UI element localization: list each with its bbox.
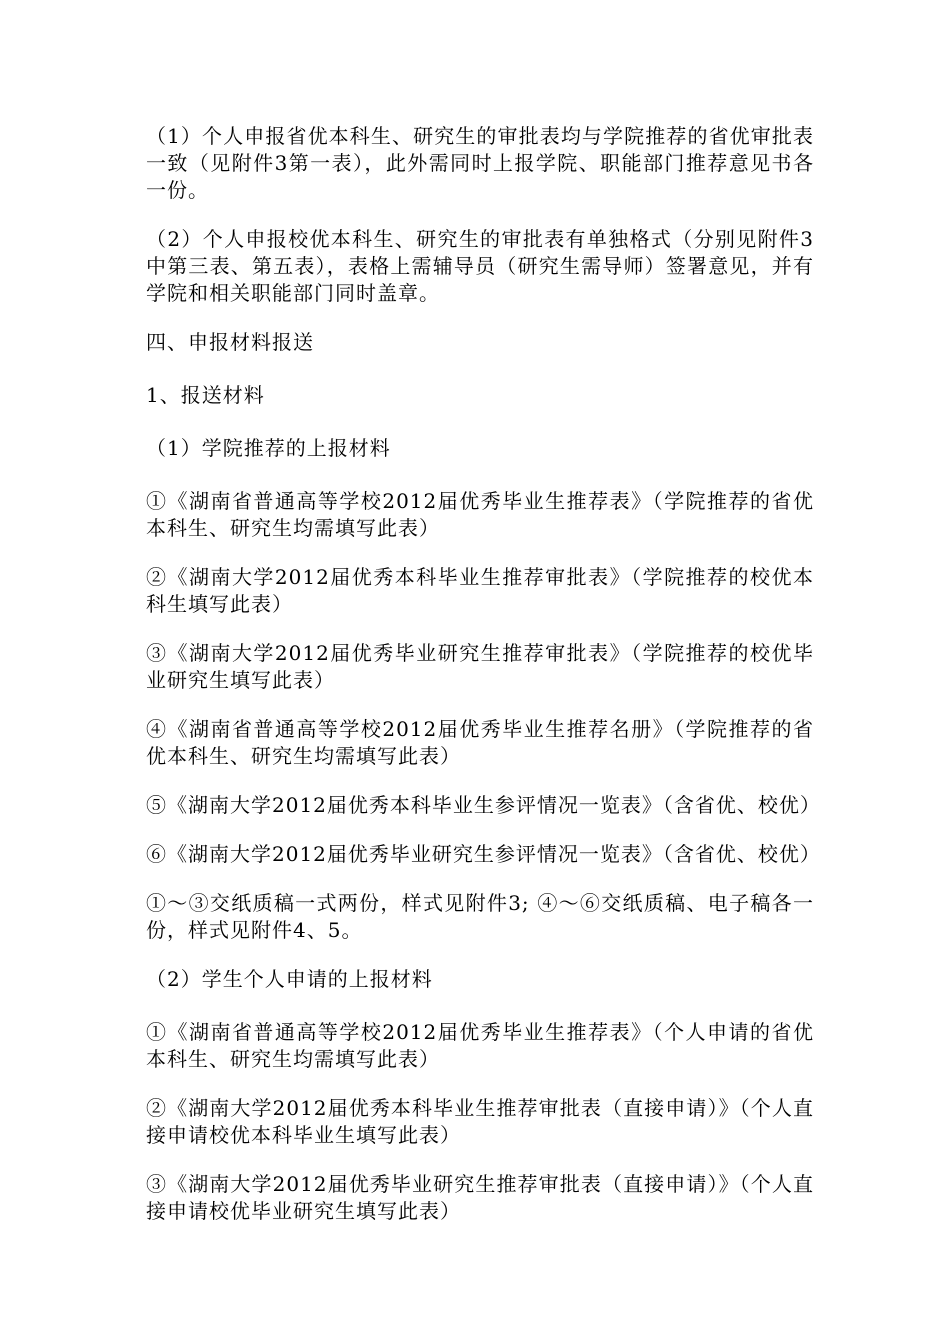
subheading-college-materials: （1）学院推荐的上报材料 xyxy=(146,436,391,460)
paragraph-submission-format: ①～③交纸质稿一式两份，样式见附件3; ④～⑥交纸质稿、电子稿各一份，样式见附件4、5。 xyxy=(146,891,814,942)
list-item-college-3: ③《湖南大学2012届优秀毕业研究生推荐审批表》（学院推荐的校优毕业研究生填写此表） xyxy=(146,641,814,692)
paragraph-provincial-application: （1）个人申报省优本科生、研究生的审批表均与学院推荐的省优审批表一致（见附件3第一表），此外需同时上报学院、职能部门推荐意见书各一份。 xyxy=(146,124,814,202)
list-item-college-6: ⑥《湖南大学2012届优秀毕业研究生参评情况一览表》（含省优、校优） xyxy=(146,842,821,866)
list-item-personal-1: ①《湖南省普通高等学校2012届优秀毕业生推荐表》（个人申请的省优本科生、研究生均需填写此表） xyxy=(146,1020,814,1071)
list-item-college-1: ①《湖南省普通高等学校2012届优秀毕业生推荐表》（学院推荐的省优本科生、研究生均需填写此表） xyxy=(146,489,814,540)
section-heading-materials: 四、申报材料报送 xyxy=(146,330,314,354)
list-item-college-4: ④《湖南省普通高等学校2012届优秀毕业生推荐名册》（学院推荐的省优本科生、研究生均需填写此表） xyxy=(146,717,814,768)
subheading-personal-materials: （2）学生个人申请的上报材料 xyxy=(146,967,433,991)
list-item-personal-3: ③《湖南大学2012届优秀毕业研究生推荐审批表（直接申请）》（个人直接申请校优毕业研究生填写此表） xyxy=(146,1172,814,1223)
list-item-college-2: ②《湖南大学2012届优秀本科毕业生推荐审批表》（学院推荐的校优本科生填写此表） xyxy=(146,565,814,616)
list-item-college-5: ⑤《湖南大学2012届优秀本科毕业生参评情况一览表》（含省优、校优） xyxy=(146,793,821,817)
subheading-materials-list: 1、报送材料 xyxy=(146,383,265,407)
list-item-personal-2: ②《湖南大学2012届优秀本科毕业生推荐审批表（直接申请）》（个人直接申请校优本科毕业生填写此表） xyxy=(146,1096,814,1147)
paragraph-school-application: （2）个人申报校优本科生、研究生的审批表有单独格式（分别见附件3中第三表、第五表），表格上需辅导员（研究生需导师）签署意见，并有学院和相关职能部门同时盖章。 xyxy=(146,227,814,305)
